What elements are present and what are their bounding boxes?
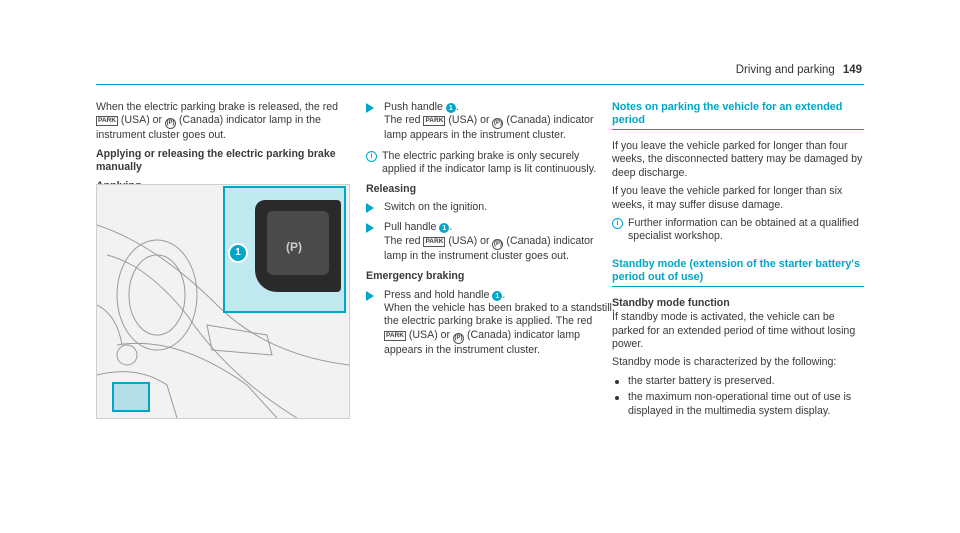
p-indicator-icon: (P) xyxy=(492,239,503,250)
p-indicator-icon: (P) xyxy=(492,118,503,129)
step-ignition: Switch on the ignition. xyxy=(366,201,616,214)
step-push-handle: Push handle 1 . The red PARK (USA) or (P) (Canada) indicator lamp appears in the instrument cluster. xyxy=(366,101,616,143)
list-item: the starter battery is preserved. xyxy=(612,375,864,388)
p-brake-icon: (P) xyxy=(286,240,302,254)
paragraph: If you leave the vehicle parked for longer than six weeks, it may suffer disuse damage. xyxy=(612,185,843,211)
park-indicator-icon: PARK xyxy=(425,237,444,245)
p-indicator-icon: (P) xyxy=(453,333,464,344)
number-1-icon: 1 xyxy=(439,223,449,233)
info-note: i The electric parking brake is only securely applied if the indicator lamp is lit continuously. xyxy=(366,150,616,177)
park-indicator-icon: PARK xyxy=(98,117,116,125)
paragraph: If standby mode is activated, the vehicle can be parked for an extended period of time without losing power. xyxy=(612,311,856,351)
column-3 xyxy=(612,101,864,421)
step-pull-handle: Pull handle 1 . The red PARK (USA) or (P) (Canada) indicator lamp in the instrument cluster goes out. xyxy=(366,221,616,263)
intro-paragraph: When the electric parking brake is released, the red PARK (USA) or (P) (Canada) indicator lamp in the instrument cluster goes out. xyxy=(96,101,339,142)
emergency-heading: Emergency braking xyxy=(366,270,465,283)
arrow-icon xyxy=(366,103,374,113)
column-2 xyxy=(366,101,616,364)
section-title: Driving and parking xyxy=(735,64,835,76)
header-rule xyxy=(96,84,864,85)
list-item: the maximum non-operational time out of use is displayed in the multimedia system display. xyxy=(612,391,864,418)
paragraph: If you leave the vehicle parked for longer than four weeks, the disconnected battery may be damaged by deep discharge. xyxy=(612,140,863,179)
section-title-extended-parking: Notes on parking the vehicle for an extended period xyxy=(612,101,864,130)
subheading-standby: Standby mode function xyxy=(612,296,730,309)
arrow-icon xyxy=(366,291,374,301)
info-icon: i xyxy=(366,151,377,162)
location-highlight xyxy=(112,382,150,412)
paragraph: Standby mode is characterized by the following: xyxy=(612,356,837,369)
number-1-icon: 1 xyxy=(492,291,502,301)
info-icon: i xyxy=(612,218,623,229)
page-number: 149 xyxy=(842,64,862,76)
page-header xyxy=(736,64,862,76)
section-heading: Applying or releasing the electric parking brake manually xyxy=(96,147,336,174)
park-indicator-icon: PARK xyxy=(425,117,444,125)
callout-1: 1 xyxy=(228,243,248,263)
number-1-icon: 1 xyxy=(446,103,456,113)
park-indicator-icon: PARK xyxy=(386,331,404,339)
section-title-standby: Standby mode (extension of the starter battery's period out of use) xyxy=(612,258,864,287)
p-indicator-icon: (P) xyxy=(165,118,176,129)
info-note: i Further information can be obtained at a qualified specialist workshop. xyxy=(612,217,864,244)
arrow-icon xyxy=(366,203,374,213)
releasing-heading: Releasing xyxy=(366,182,417,195)
step-press-hold: Press and hold handle 1 . When the vehicle has been braked to a standstill, the electric parking brake is applied. The red PARK (USA) or (P) (Canada) indicator lamp appears in the instrument cluster. xyxy=(366,289,616,358)
arrow-icon xyxy=(366,223,374,233)
